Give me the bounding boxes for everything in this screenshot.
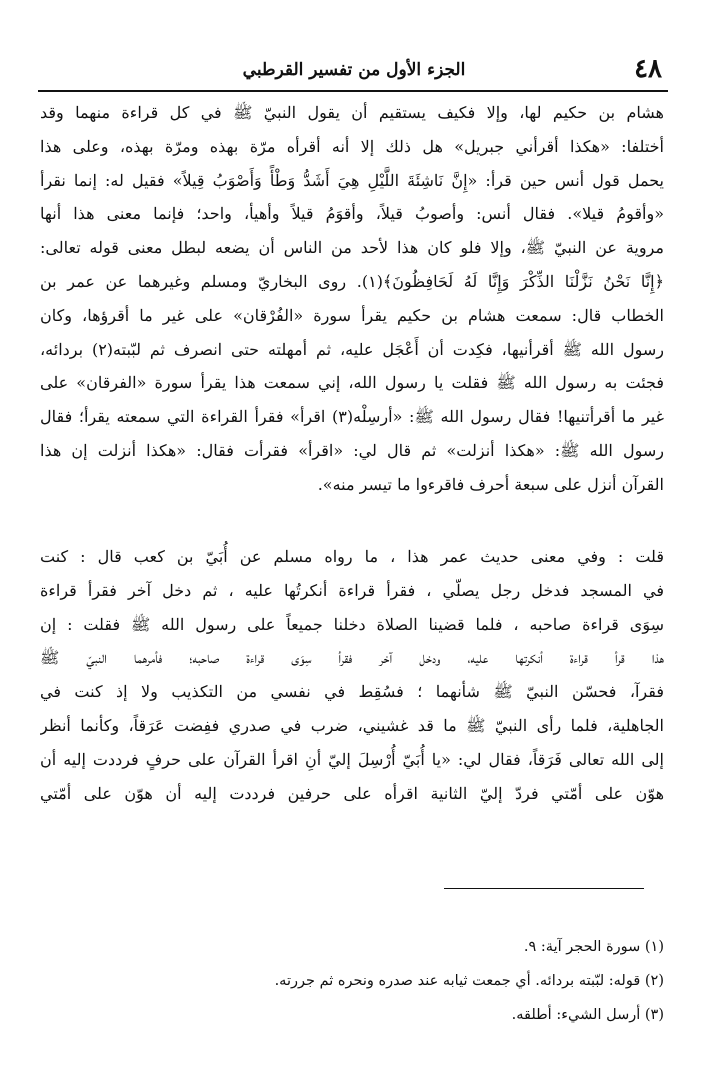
- page-header: [40, 54, 668, 88]
- body-paragraph-2: [40, 540, 664, 810]
- footnote-rule: [444, 888, 644, 889]
- text-line: هشام بن حكيم لها، وإلا فكيف يستقيم أن يقول النبيّ ﷺ في كل قراءة منهما وقد: [40, 103, 664, 122]
- footnotes: [40, 930, 664, 1032]
- text-line: هوّن على أمّتي فردّ إليّ الثانية اقرأه على حرفين فرددت إليه أن هوّن على أمّتي: [40, 783, 664, 803]
- text-line: الخطاب قال: سمعت هشام بن حكيم يقرأ سورة «الفُرْقان» على غير ما أقرؤها، وكان: [40, 305, 664, 325]
- text-line: ﴿إِنَّا نَحْنُ نَزَّلْنَا الذِّكْرَ وَإِنَّا لَهُ لَحَافِظُونَ﴾(١). روى البخاريّ ومسلم وغيرهما عن عمر بن: [40, 271, 664, 291]
- text-line: إلى الله تعالى فَرَقاً، فقال لي: «يا أُبَيّ أُرْسِلَ إليّ أنِ اقرأ القرآن على حرفٍ فرددت إليه أن: [40, 749, 664, 769]
- text-line: رسول الله ﷺ أقرأنيها، فكِدت أن أَعْجَل عليه، ثم أمهلته حتى انصرف ثم لبّبته(٢) بردائه،: [40, 339, 664, 359]
- footnote-2: (٢) قوله: لبّبته بردائه. أي جمعت ثيابه عند صدره ونحره ثم جررته.: [274, 973, 664, 989]
- footnote-3: (٣) أرسل الشيء: أطلقه.: [511, 1007, 664, 1023]
- text-line: الجاهلية، فلما رأى النبيّ ﷺ ما قد غشيني، ضرب في صدري ففِضت عَرَقاً، وكأنما أنظر: [40, 715, 664, 735]
- text-line: أختلفا: «هكذا أقرأني جبريل» هل ذلك إلا أنه أقرأه مرّة بهذه ومرّة بهذه، وعلى هذا: [40, 136, 664, 156]
- header-rule: [38, 90, 668, 92]
- footnote-1: (١) سورة الحجر آية: ٩.: [523, 939, 664, 955]
- text-line: يحمل قول أنس حين قرأ: «إِنَّ نَاشِئَةَ اللَّيْلِ هِيَ أَشَدُّ وَطْأً وَأَصْوَبُ قِيلاً» فقيل له: إنما نقرأ: [40, 170, 664, 190]
- text-line: قلت : وفي معنى حديث عمر هذا ، ما رواه مسلم عن أُبَيّ بن كعب قال : كنت: [40, 547, 664, 566]
- text-line: مروية عن النبيّ ﷺ، وإلا فلو كان هذا لأحد من الناس أن يضعه لبطل معنى قوله تعالى:: [40, 238, 664, 258]
- page-number: ٤٨: [634, 54, 662, 84]
- running-title: الجزء الأول من تفسير القرطبي: [242, 60, 466, 80]
- text-line: «وأقومُ قيلا». فقال أنس: وأصوبُ قيلاً، وأقوَمُ قيلاً وأهيأ، واحد؛ فإنما معنى هذا أنها: [40, 204, 664, 224]
- text-line: هذا قرأ قراءة أنكرتها عليه، ودخل آخر فقرأ سِوَى قراءة صاحبه؛ فأمرهما النبيّ ﷺ: [40, 648, 664, 668]
- text-line: سِوَى قراءة صاحبه ، فلما قضينا الصلاة دخلنا جميعاً على رسول الله ﷺ فقلت : إن: [40, 614, 664, 634]
- text-line: غير ما أقرأتنيها! فقال رسول الله ﷺ: «أرسِلْه(٣) اقرأ» فقرأ القراءة التي سمعته يقرأ؛ فقال: [40, 407, 664, 427]
- text-line: رسول الله ﷺ: «هكذا أنزلت» ثم قال لي: «اقرأ» فقرأت فقال: «هكذا أنزلت إن هذا: [40, 440, 664, 460]
- text-line: فجئت به رسول الله ﷺ فقلت يا رسول الله، إني سمعت هذا يقرأ سورة «الفرقان» على: [40, 373, 664, 393]
- text-line: فقرآ، فحسّن النبيّ ﷺ شأنهما ؛ فسُقِط في نفسي من التكذيب ولا إذ كنت في: [40, 682, 664, 702]
- body-paragraph-1: [40, 96, 664, 502]
- text-line: في المسجد فدخل رجل يصلّي ، فقرأ قراءة أنكرتُها عليه ، ثم دخل آخر فقرأ قراءة: [40, 580, 664, 600]
- text-line: القرآن أنزل على سبعة أحرف فاقرءوا ما تيسر منه».: [317, 474, 664, 494]
